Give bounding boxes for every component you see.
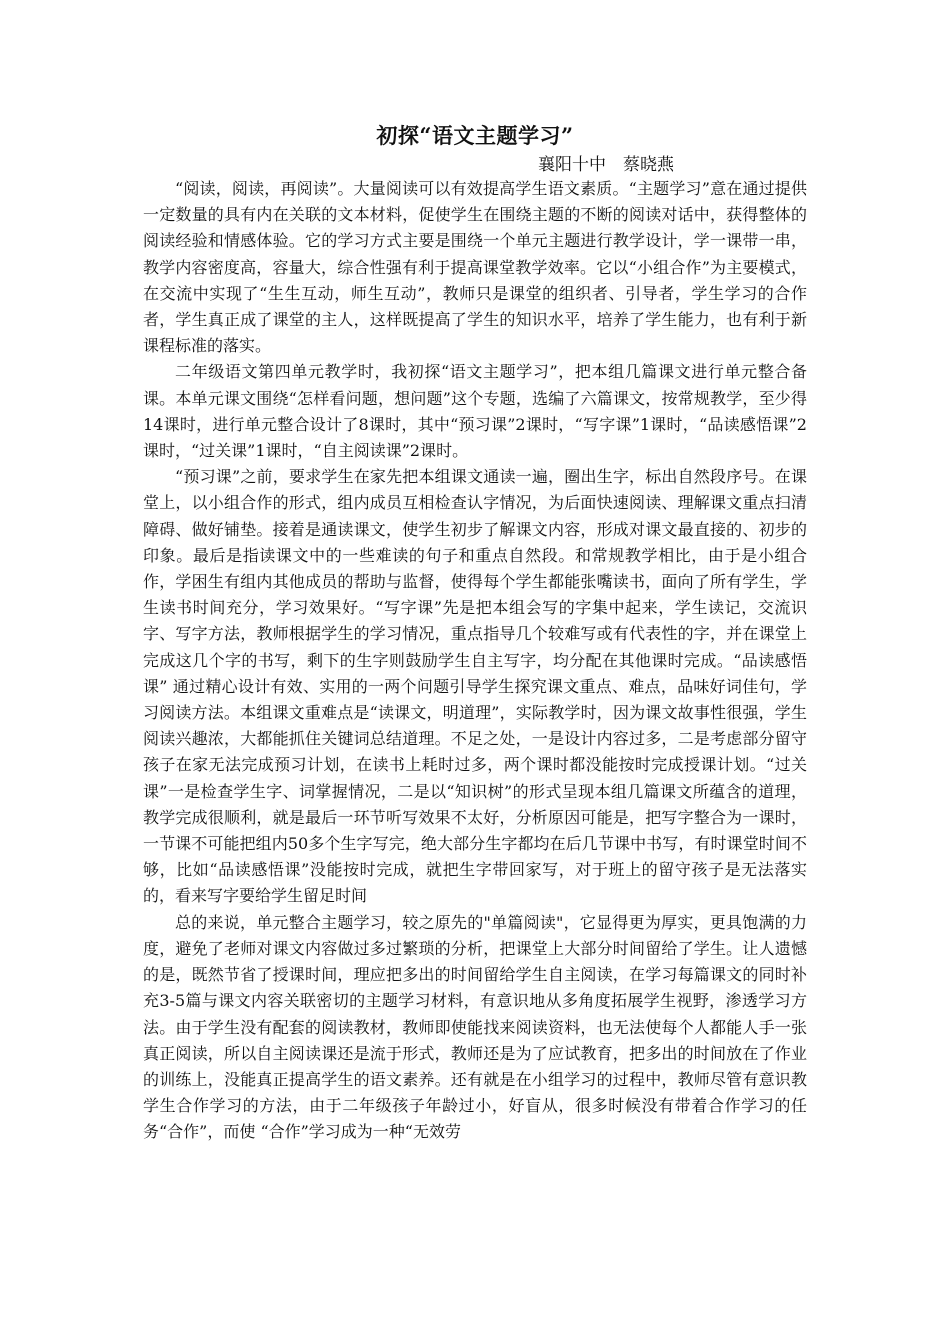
author-line: 襄阳十中 蔡晓燕 <box>538 155 674 175</box>
paragraph-lesson-types: “预习课”之前，要求学生在家先把本组课文通读一遍，圈出生字，标出自然段序号。在课堂上，以小组合作的形式，组内成员互相检查认字情况，为后面快速阅读、理解课文重点扫清障碍、做好铺垫。接着是通读课文，使学生初步了解课文内容，形成对课文最直接的、初步的印象。最后是指读课文中的一些难读的句子和重点自然段。和常规教学相比，由于是小组合作，学困生有组内其他成员的帮助与监督，使得每个学生都能张嘴读书，面向了所有学生，学生读书时间充分，学习效果好。“写字课”先是把本组会写的字集中起来，学生读记，交流识字、写字方法，教师根据学生的学习情况，重点指导几个较难写或有代表性的字，并在课堂上完成这几个字的书写，剩下的生字则鼓励学生自主写字，均分配在其他课时完成。“品读感悟课” 通过精心设计有效、实用的一两个问题引导学生探究课文重点、难点，品味好词佳句，学习阅读方法。本组课文重难点是“读课文，明道理”，实际教学时，因为课文故事性很强，学生阅读兴趣浓，大都能抓住关键词总结道理。不足之处，一是设计内容过多，二是考虑部分留守孩子在家无法完成预习计划，在读书上耗时过多，两个课时都没能按时完成授课计划。“过关课”一是检查学生字、词掌握情况，二是以“知识树”的形式呈现本组几篇课文所蕴含的道理，教学完成很顺利，就是最后一环节听写效果不太好，分析原因可能是，把写字整合为一课时，一节课不可能把组内50多个生字写完，绝大部分生字都均在后几节课中书写，有时课堂时间不够，比如“品读感悟课”没能按时完成，就把生字带回家写，对于班上的留守孩子是无法落实的，看来写字要给学生留足时间 <box>143 467 807 906</box>
document-title: 初探“语文主题学习” <box>376 123 574 148</box>
article-body <box>143 176 807 1256</box>
paragraph-unit-plan: 二年级语文第四单元教学时，我初探“语文主题学习”，把本组几篇课文进行单元整合备课。本单元课文围绕“怎样看问题，想问题”这个专题，选编了六篇课文，按常规教学，至少得14课时，进行单元整合设计了8课时，其中“预习课”2课时，“写字课”1课时，“品读感悟课”2课时，“过关课”1课时，“自主阅读课”2课时。 <box>143 362 807 461</box>
paragraph-intro: “阅读，阅读，再阅读”。大量阅读可以有效提高学生语文素质。“主题学习”意在通过提供一定数量的具有内在关联的文本材料，促使学生在围绕主题的不断的阅读对话中，获得整体的阅读经验和情感体验。它的学习方式主要是围绕一个单元主题进行教学设计，学一课带一串，教学内容密度高，容量大，综合性强有利于提高课堂教学效率。它以“小组合作”为主要模式，在交流中实现了“生生互动，师生互动”，教师只是课堂的组织者、引导者，学生学习的合作者，学生真正成了课堂的主人，这样既提高了学生的知识水平，培养了学生能力，也有利于新课程标准的落实。 <box>143 179 807 356</box>
paragraph-summary: 总的来说，单元整合主题学习，较之原先的"单篇阅读"，它显得更为厚实，更具饱满的力度，避免了老师对课文内容做过多过繁琐的分析，把课堂上大部分时间留给了学生。让人遗憾的是，既然节省了授课时间，理应把多出的时间留给学生自主阅读，在学习每篇课文的同时补充3-5篇与课文内容关联密切的主题学习材料，有意识地从多角度拓展学生视野，渗透学习方法。由于学生没有配套的阅读教材，教师即使能找来阅读资料，也无法使每个人都能人手一张真正阅读，所以自主阅读课还是流于形式，教师还是为了应试教育，把多出的时间放在了作业的训练上，没能真正提高学生的语文素养。还有就是在小组学习的过程中，教师尽管有意识教学生合作学习的方法，由于二年级孩子年龄过小，好盲从，很多时候没有带着合作学习的任务“合作”，而使 “合作”学习成为一种“无效劳 <box>143 912 807 1142</box>
